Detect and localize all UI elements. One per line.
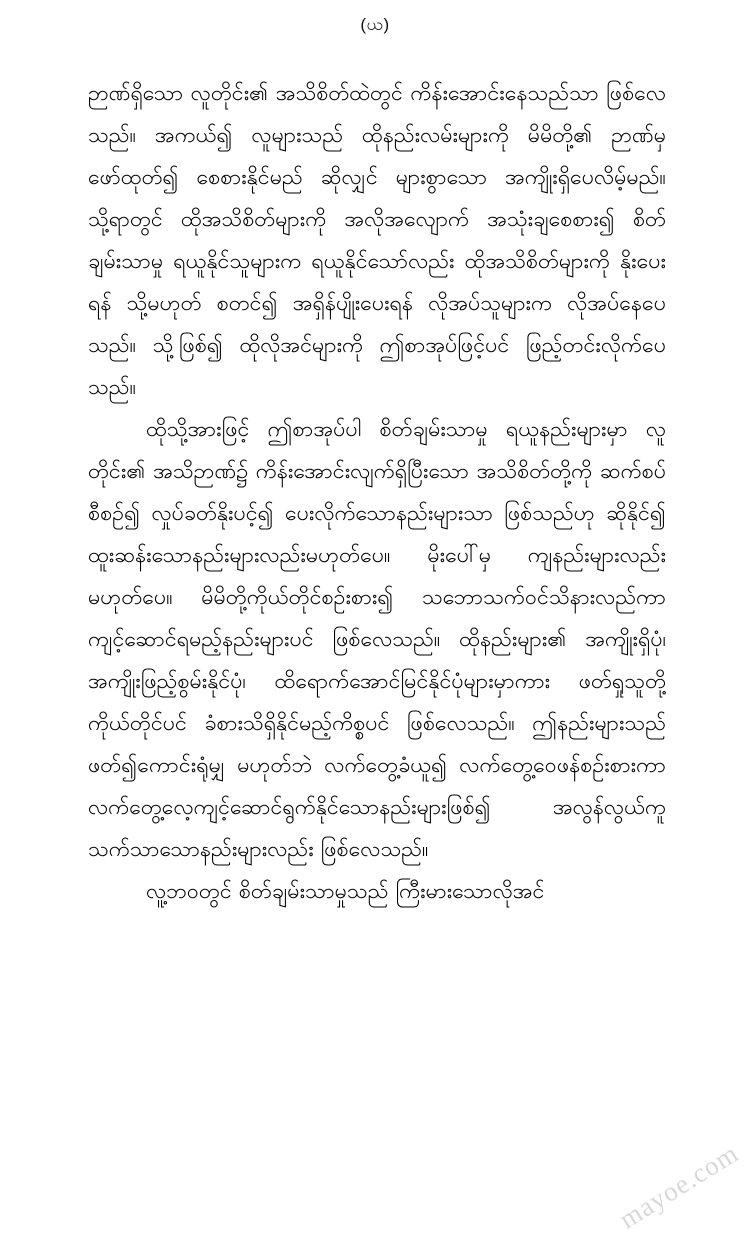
body-text [88, 72, 666, 912]
paragraph: ဉာဏ်ရှိသော လူတိုင်း၏ အသိစိတ်ထဲတွင် ကိန်းအောင်းနေသည်သာ ဖြစ်လေသည်။ အကယ်၍ လူများသည် ထိုနည်းလမ်းများကို မိမိတို့၏ ဉာဏ်မှဖော်ထုတ်၍ စေစားနိုင်မည် ဆိုလျှင် များစွာသော အကျိုးရှိပေလိမ့်မည်။ သို့ရာတွင် ထိုအသိစိတ်များကို အလိုအလျောက် အသုံးချစေစား၍ စိတ်ချမ်းသာမှု ရယူနိုင်သူများက ရယူနိုင်သော်လည်း ထိုအသိစိတ်များကို နိုးပေးရန် သို့မဟုတ် စတင်၍ အရှိန်ပျိုးပေးရန် လိုအပ်သူများက လိုအပ်နေပေသည်။ သို့ဖြစ်၍ ထိုလိုအင်များကို ဤစာအုပ်ဖြင့်ပင် ဖြည့်တင်းလိုက်ပေသည်။ [88, 81, 666, 399]
paragraph: ထိုသို့အားဖြင့် ဤစာအုပ်ပါ စိတ်ချမ်းသာမှု ရယူနည်းများမှာ လူတိုင်း၏ အသိဉာဏ်၌ ကိန်းအောင်းလျက်ရှိပြီးသော အသိစိတ်တို့ကို ဆက်စပ်စီစဉ်၍ လှုပ်ခတ်နိုးပင့်၍ ပေးလိုက်သောနည်းများသာ ဖြစ်သည်ဟု ဆိုနိုင်၍ ထူးဆန်းသောနည်းများလည်းမဟုတ်ပေ။ မိုးပေါ်မှ ကျနည်းများလည်း မဟုတ်ပေ။ မိမိတို့ကိုယ်တိုင်စဉ်းစား၍ သဘောသက်ဝင်သိနားလည်ကာ ကျင့်ဆောင်ရမည့်နည်းများပင် ဖြစ်လေသည်။ ထိုနည်းများ၏ အကျိုးရှိပုံ၊ အကျိုးဖြည့်စွမ်းနိုင်ပုံ၊ ထိရောက်အောင်မြင်နိုင်ပုံများမှာကား ဖတ်ရှုသူတို့ကိုယ်တိုင်ပင် ခံစားသိရှိနိုင်မည့်ကိစ္စပင် ဖြစ်လေသည်။ ဤနည်းများသည် ဖတ်၍ကောင်းရုံမျှ မဟုတ်ဘဲ လက်တွေ့ခံယူ၍ လက်တွေ့ဝေဖန်စဉ်းစားကာ လက်တွေ့လေ့ကျင့်ဆောင်ရွက်နိုင်သောနည်းများဖြစ်၍ အလွန်လွယ်ကူသက်သာသောနည်းများလည်း ဖြစ်လေသည်။ [88, 417, 666, 861]
paragraph: လူ့ဘဝတွင် စိတ်ချမ်းသာမှုသည် ကြီးမားသောလိုအင် [146, 879, 545, 903]
page-number: (ယ) [360, 15, 390, 34]
watermark: mayoe.com [613, 1137, 744, 1235]
